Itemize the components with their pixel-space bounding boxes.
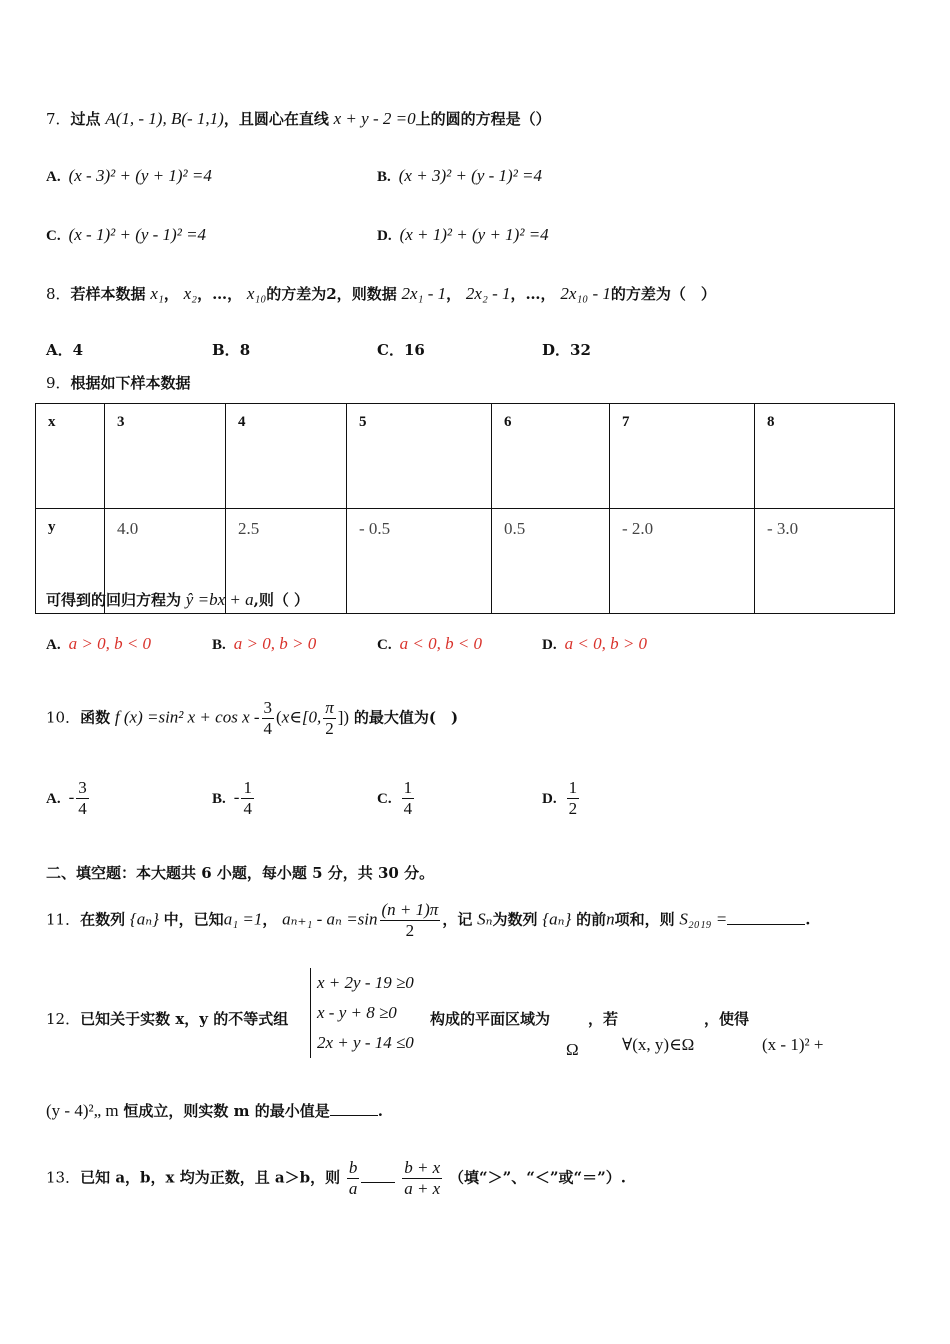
q10-option-b [212, 778, 256, 819]
q10-option-a [46, 778, 91, 819]
q7-option-b-expr: (x + 3)² + (y - 1)² =4 [398, 166, 543, 185]
q7-option-c [46, 225, 206, 245]
q9-option-c [377, 634, 482, 654]
q9-option-b [212, 634, 316, 654]
q10-option-c [377, 778, 416, 819]
q12-end: . [377, 1102, 383, 1120]
q8-2x2: 2x₂ - 1 [465, 284, 511, 303]
q10-pi-den: 2 [325, 719, 334, 738]
q10-pi-num: π [325, 698, 334, 717]
q10-option-b-den: 4 [243, 799, 252, 818]
q8-2x1: 2x₁ - 1 [401, 284, 447, 303]
q12-ineq-1: x + 2y - 19 ≥0 [317, 973, 414, 992]
q11-line: 11．在数列 {aₙ} 中，已知a₁ =1， aₙ₊₁ - aₙ =sin $\frac{(n + 1)\pi}{2}$ ，记 Sₙ为数列 {aₙ} 的前n项和，则 S₂₀₁₉ = . [46, 900, 811, 940]
table-cell: 4.0 [105, 509, 226, 614]
q11-text-1: 在数列 [80, 910, 126, 929]
q10-line: 10．函数 f (x) =sin² x + cos x - $\frac{3}{4}$ (x∈[0, $\frac{\pi}{2}$ ]) 的最大值为( ) [46, 698, 459, 738]
q11-answer-blank[interactable] [727, 910, 805, 925]
q10-option-c-den: 4 [403, 799, 413, 818]
q8-number: 8． [46, 285, 71, 303]
q8-text-1: 若样本数据 [70, 285, 146, 303]
q8-text-3: 的方差为2，则数据 [266, 285, 397, 303]
q9-line [46, 372, 191, 393]
q12-omega: Ω [566, 1040, 579, 1059]
q11-sequence: {aₙ} [129, 909, 159, 929]
q8-x1: x₁ [150, 284, 164, 303]
table-cell: 8 [755, 404, 895, 509]
q7-option-b [377, 166, 542, 186]
q8-option-b-label: B． [212, 341, 240, 359]
q10-option-b-frac [241, 778, 254, 819]
q10-option-d-frac [567, 778, 580, 819]
q10-option-c-num: 1 [403, 778, 413, 797]
q10-option-c-frac [402, 778, 415, 819]
q13-fraction-2 [402, 1158, 442, 1199]
q7-option-c-label: C. [46, 228, 61, 244]
q12-text-4: ，使得 [704, 1010, 750, 1028]
q9-line-2 [46, 589, 309, 610]
q11-fraction [380, 900, 441, 941]
table-cell: 5 [347, 404, 492, 509]
q11-text-4: 为数列 [492, 910, 538, 929]
q9-option-d-label: D. [542, 637, 557, 653]
q12-line [46, 1008, 288, 1029]
q10-option-d [542, 778, 581, 819]
table-row [36, 404, 895, 509]
q8-x10: x₁₀ [246, 284, 267, 303]
q8-line: 8．若样本数据 x₁， x₂，…， x₁₀的方差为2，则数据 2x₁ - 1， 2x₂ - 1，…， 2x₁₀ - 1的方差为（ ） [46, 284, 716, 303]
q10-pi-fraction [323, 698, 336, 739]
q13-fraction-1 [347, 1158, 360, 1199]
q7-option-d [377, 225, 549, 245]
q10-option-b-num: 1 [243, 778, 252, 797]
q7-option-d-label: D. [377, 228, 392, 244]
q9-text-2: 可得到的回归方程为 [46, 591, 182, 609]
q11-sn: Sₙ [477, 909, 493, 929]
q8-text-2: ，…， [197, 285, 243, 303]
q12-text-1: 已知关于实数 x，y 的不等式组 [80, 1010, 289, 1028]
q8-option-b [212, 339, 250, 360]
q11-number: 11． [46, 910, 81, 929]
q10-option-a-frac [76, 778, 89, 819]
q7-option-b-label: B. [377, 169, 391, 185]
q11-recurrence: aₙ₊₁ - aₙ =sin [282, 909, 378, 929]
q11-a1: a₁ =1 [223, 909, 263, 929]
q8-option-a-label: A． [46, 341, 73, 359]
q13-answer-blank[interactable] [361, 1168, 395, 1183]
q10-fraction-num: 3 [263, 698, 273, 717]
q10-option-b-sign: - [233, 787, 240, 807]
q11-fraction-num: (n + 1)π [381, 900, 439, 919]
q9-number: 9． [46, 374, 71, 392]
q9-option-d-expr: a < 0, b > 0 [564, 634, 648, 653]
q9-option-a-label: A. [46, 637, 61, 653]
q12-ineq-2: x - y + 8 ≥0 [317, 1003, 397, 1022]
q12-forall: ∀(x, y)∈Ω [622, 1035, 695, 1054]
q12-line-2 [46, 1100, 383, 1121]
table-cell: - 2.0 [610, 509, 755, 614]
q11-text-3: ，记 [442, 910, 473, 929]
q7-option-a-expr: (x - 3)² + (y + 1)² =4 [68, 166, 212, 185]
q13-fraction-2-den: a + x [404, 1179, 441, 1198]
q10-option-a-sign: - [68, 787, 75, 807]
q8-text-4: 的方差为（ ） [610, 285, 716, 303]
q8-option-c [377, 339, 425, 360]
q10-text-2: 的最大值为( ) [353, 708, 459, 727]
q10-option-a-den: 4 [78, 799, 87, 818]
q10-fraction-den: 4 [263, 719, 273, 738]
q10-option-d-num: 1 [568, 778, 578, 797]
q9-sample-table [35, 403, 895, 614]
table-cell: x [36, 404, 105, 509]
table-cell: - 3.0 [755, 509, 895, 614]
q10-option-b-label: B. [212, 790, 226, 807]
q9-option-c-expr: a < 0, b < 0 [399, 634, 483, 653]
q12-text-2: 构成的平面区域为 [430, 1010, 551, 1028]
q10-option-c-label: C. [377, 790, 392, 807]
table-cell: 0.5 [492, 509, 610, 614]
q13-line [46, 1158, 626, 1199]
q10-function: f (x) =sin² x + cos x - [114, 707, 260, 727]
table-cell: y [36, 509, 105, 614]
q9-option-b-label: B. [212, 637, 226, 653]
q11-text-2: 中，已知 [163, 910, 224, 929]
q7-number: 7． [46, 110, 71, 128]
q10-option-a-num: 3 [78, 778, 87, 797]
q7-text-3: 上的圆的方程是（） [415, 110, 551, 128]
q8-option-c-label: C． [377, 341, 404, 359]
q11-text-6: 项和，则 [614, 910, 675, 929]
q8-option-b-value: 8 [239, 341, 251, 359]
q13-text-1: 已知 a，b，x 均为正数，且 a＞b，则 [80, 1168, 341, 1187]
q10-fraction [262, 698, 275, 739]
q12-answer-blank[interactable] [330, 1101, 378, 1116]
q8-x2: x₂ [183, 284, 198, 303]
q8-option-d-label: D． [542, 341, 571, 359]
q12-number: 12． [46, 1010, 81, 1028]
table-cell: 4 [226, 404, 347, 509]
q11-fraction-den: 2 [405, 921, 415, 940]
q13-number: 13． [46, 1168, 81, 1187]
q11-s2019: S₂₀₁₉ = [679, 909, 728, 929]
table-cell: 7 [610, 404, 755, 509]
q12-expr-2: (y - 4)²„ m [46, 1101, 119, 1120]
q10-option-d-label: D. [542, 790, 557, 807]
q13-fraction-1-num: b [348, 1158, 358, 1177]
table-cell: 6 [492, 404, 610, 509]
q7-option-a [46, 166, 212, 186]
q13-fraction-2-num: b + x [404, 1158, 441, 1177]
q9-option-a [46, 634, 151, 654]
q9-option-b-expr: a > 0, b > 0 [233, 634, 317, 653]
q10-number: 10． [46, 708, 81, 727]
q7-option-a-label: A. [46, 169, 61, 185]
q8-option-a-value: 4 [72, 341, 84, 359]
q9-option-d [542, 634, 647, 654]
table-cell: - 0.5 [347, 509, 492, 614]
q8-option-a [46, 339, 83, 360]
q11-n: n [606, 909, 615, 929]
section-heading: 二、填空题：本大题共 6 小题，每小题 5 分，共 30 分。 [46, 864, 435, 882]
q7-option-d-expr: (x + 1)² + (y + 1)² =4 [399, 225, 549, 244]
q7-text-2: ，且圆心在直线 [223, 110, 329, 128]
q12-text-3: ，若 [588, 1010, 619, 1028]
q10-text-1: 函数 [80, 708, 111, 727]
q10-domain: x∈[0, [281, 707, 322, 727]
q9-text-3: ,则（ ） [253, 591, 310, 609]
q7-line [46, 108, 551, 129]
q9-option-c-label: C. [377, 637, 392, 653]
q8-2x10: 2x₁₀ - 1 [560, 284, 611, 303]
q7-points: A(1, - 1), B(- 1,1) [105, 109, 224, 128]
q10-option-d-den: 2 [568, 799, 578, 818]
q11-sequence-2: {aₙ} [542, 909, 572, 929]
q12-ineq-3: 2x + y - 14 ≤0 [317, 1033, 414, 1052]
q9-regression-eq: ŷ =bx + a [185, 590, 254, 609]
q13-text-2: （填“＞”、“＜”或“＝”）. [449, 1168, 626, 1187]
q8-option-c-value: 16 [403, 341, 425, 359]
q12-inequality-system [310, 968, 414, 1058]
q7-text-1: 过点 [70, 110, 101, 128]
q12-text-5: 恒成立，则实数 m 的最小值是 [123, 1102, 330, 1120]
q13-fraction-1-den: a [348, 1179, 358, 1198]
q11-end: . [805, 910, 811, 929]
q12-expr-1: (x - 1)² + [762, 1035, 824, 1054]
q8-option-d [542, 339, 591, 360]
table-cell: 2.5 [226, 509, 347, 614]
q9-option-a-expr: a > 0, b < 0 [68, 634, 152, 653]
q9-text-1: 根据如下样本数据 [70, 374, 191, 392]
q10-option-a-label: A. [46, 790, 61, 807]
table-cell: 3 [105, 404, 226, 509]
q8-option-d-value: 32 [570, 341, 591, 359]
q7-line-eq: x + y - 2 =0 [333, 109, 416, 128]
q7-option-c-expr: (x - 1)² + (y - 1)² =4 [68, 225, 207, 244]
q11-text-5: 的前 [576, 910, 607, 929]
